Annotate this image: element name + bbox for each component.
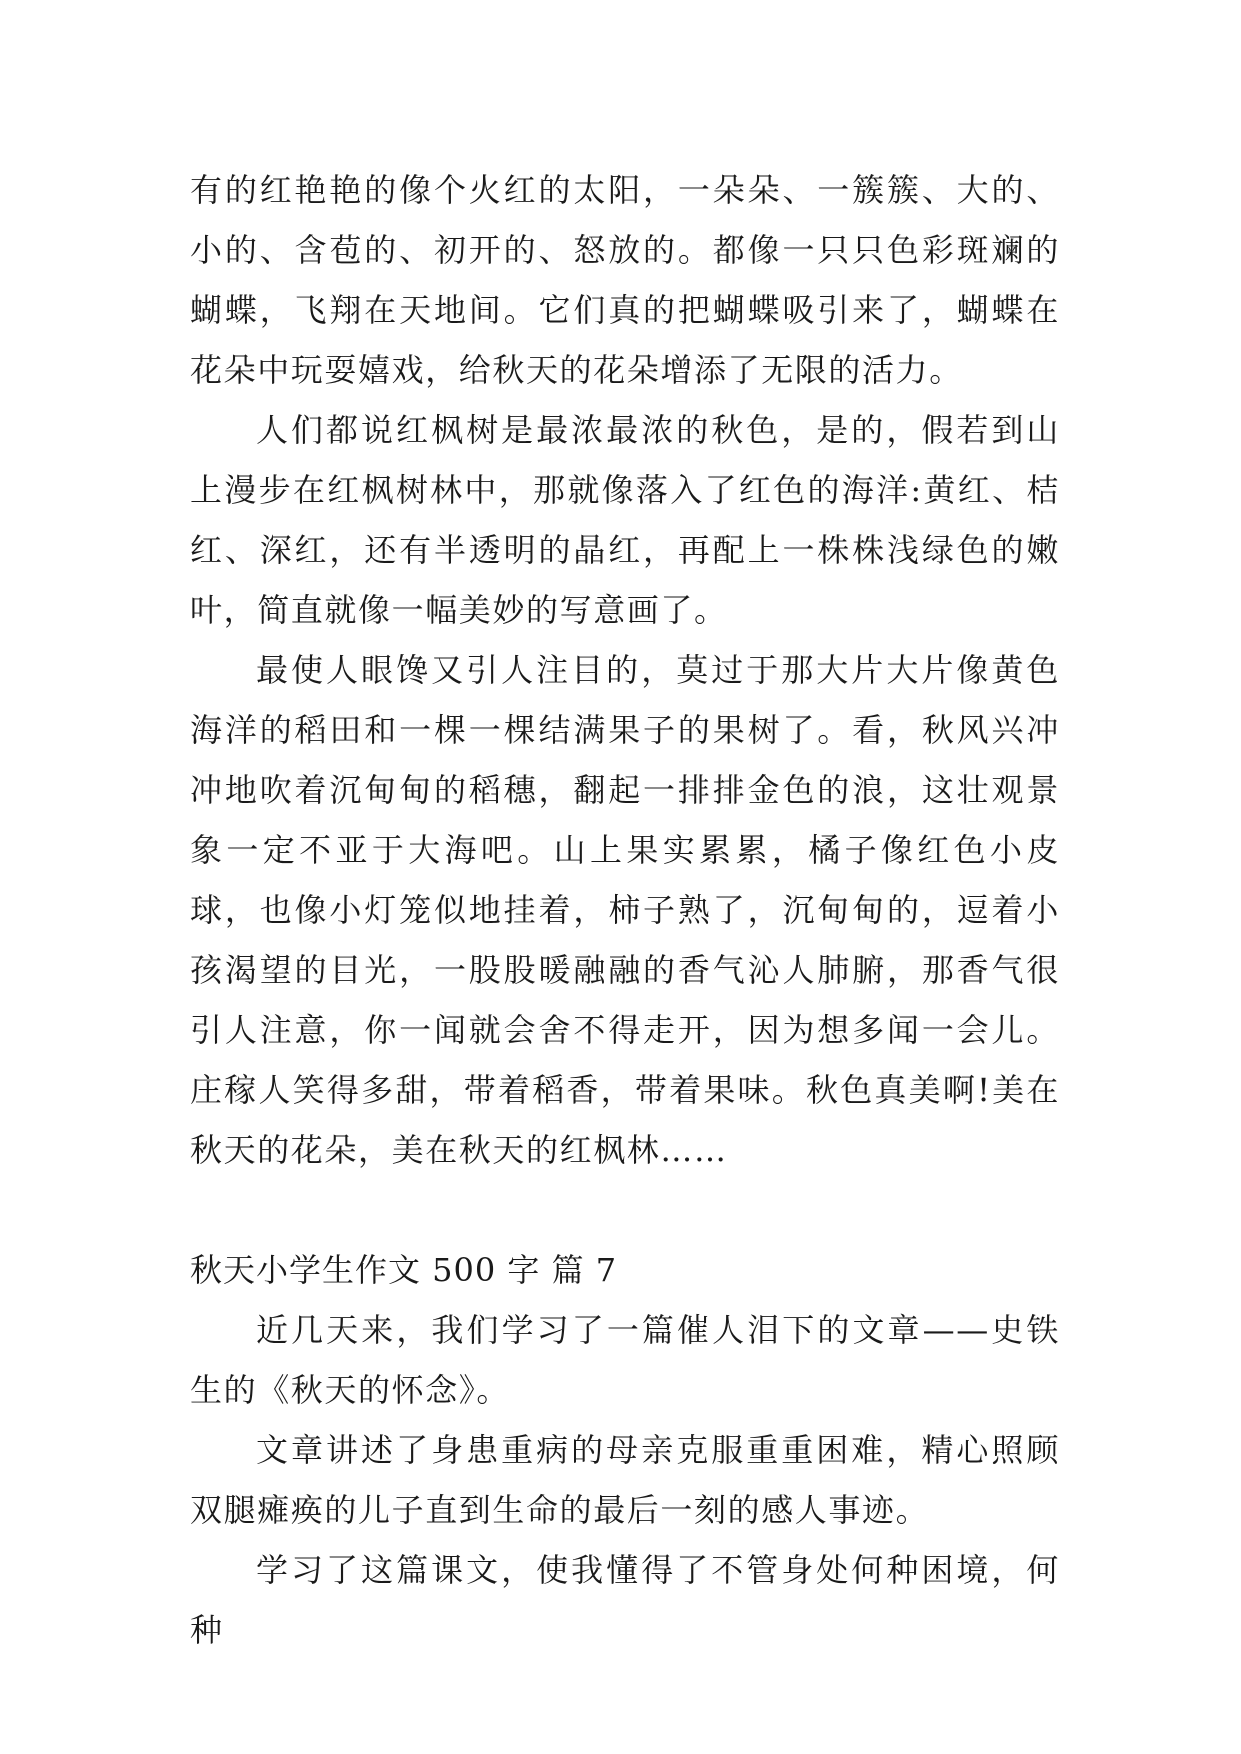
paragraph-flowers: 有的红艳艳的像个火红的太阳，一朵朵、一簇簇、大的、小的、含苞的、初开的、怒放的。都像一只只色彩斑斓的蝴蝶，飞翔在天地间。它们真的把蝴蝶吸引来了，蝴蝶在花朵中玩耍嬉戏，给秋天的花朵增添了无限的活力。 <box>190 171 1060 389</box>
section-spacer <box>190 1180 1060 1240</box>
paragraph-intro: 近几天来，我们学习了一篇催人泪下的文章——史铁生的《秋天的怀念》。 <box>190 1311 1060 1409</box>
paragraph-maple-forest: 人们都说红枫树是最浓最浓的秋色，是的，假若到山上漫步在红枫树林中，那就像落入了红色的海洋:黄红、桔红、深红，还有半透明的晶红，再配上一株株浅绿色的嫩叶，简直就像一幅美妙的写意画了。 <box>190 411 1060 629</box>
paragraph-lesson: 学习了这篇课文，使我懂得了不管身处何种困境，何种 <box>190 1551 1060 1649</box>
paragraph-harvest: 最使人眼馋又引人注目的，莫过于那大片大片像黄色海洋的稻田和一棵一棵结满果子的果树了。看，秋风兴冲冲地吹着沉甸甸的稻穗，翻起一排排金色的浪，这壮观景象一定不亚于大海吧。山上果实累累，橘子像红色小皮球，也像小灯笼似地挂着，柿子熟了，沉甸甸的，逗着小孩渴望的目光，一股股暖融融的香气沁人肺腑，那香气很引人注意，你一闻就会舍不得走开，因为想多闻一会儿。庄稼人笑得多甜，带着稻香，带着果味。秋色真美啊!美在秋天的花朵，美在秋天的红枫林…… <box>190 651 1060 1169</box>
document-body <box>190 160 1060 1660</box>
section-heading: 秋天小学生作文 500 字 篇 7 <box>190 1251 618 1289</box>
paragraph-story: 文章讲述了身患重病的母亲克服重重困难，精心照顾双腿瘫痪的儿子直到生命的最后一刻的感人事迹。 <box>190 1431 1060 1529</box>
